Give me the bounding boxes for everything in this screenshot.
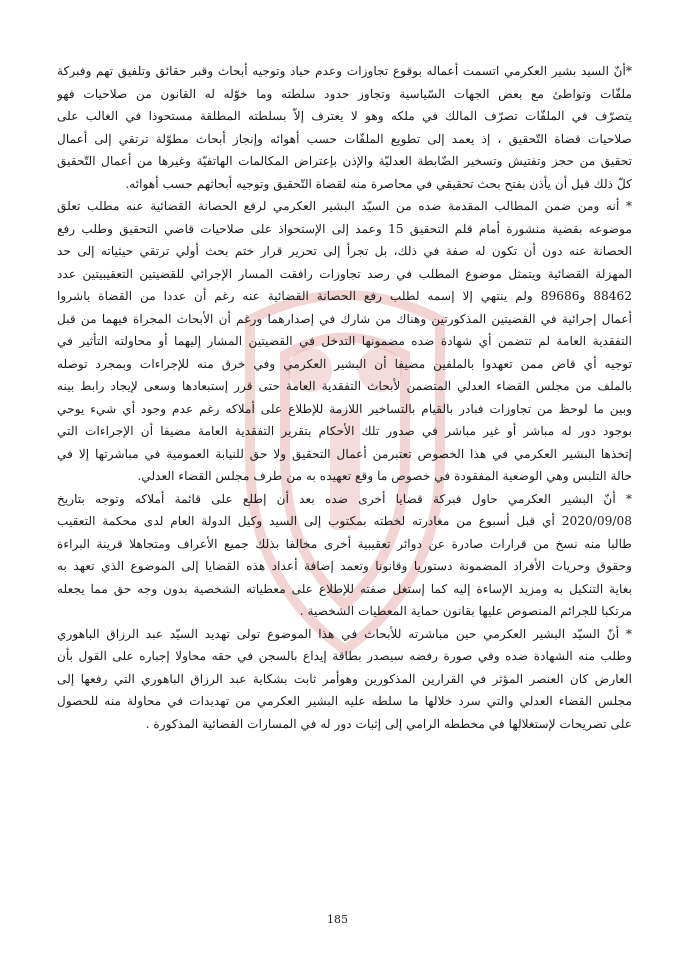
text-line: بغاية التنكيل به ومزيد الإساءة إليه كما إستغل صفته للإطلاع على معطياته الشخصية بدون وجه حق مما يجعله <box>57 581 632 596</box>
text-line: حالة التلبس وهي الوضعية المفقودة في خصوص ما وقع تعهيده به من طرف مجلس القضاء العدلي. <box>137 469 632 483</box>
text-line: مجلس القضاء العدلي والتي سرد خلالها ما سلطه عليه البشير العكرمي من تهديدات في محاولة منه للحصول <box>57 694 632 708</box>
text-line: العارض كان العنصر المؤثر في القرارين المذكورين وهوأمر ثابت بشكاية عبد الرزاق الباهوري التي رفعها إلى <box>57 671 632 686</box>
text-line: وبين ما لوحظ من تجاوزات فبادر بالقيام بالتساخير اللازمة للإطلاع على أملاكه رغم عدم وجود أي شيء يوحي <box>57 401 632 416</box>
text-line: ملفّات وتواطئ مع بعض الجهات السّياسية وتجاوز حدود سلطته وما خوّله له القانون من صلاحيات فهو <box>57 86 632 101</box>
text-line: وطلب منه الشهادة ضده وفي صورة رفضه سيصدر بطاقة إيداع بالسجن في حقه محاولا إجباره على القول بأن <box>57 649 632 663</box>
text-line: طالبا منه نسخ من قرارات صادرة عن دوائر تعقيبية أخرى مخالفا بذلك جميع الأعراف ومتجاهلا قرينة البراءة <box>57 536 632 551</box>
text-line: المهزلة القضائية ويتمثل موضوع المطلب في رصد تجاوزات رافقت المسار الإجرائي للقضيتين التعقيبيتين عدد <box>57 266 632 281</box>
text-line: 2020/09/08 أي قبل أسبوع من مغادرته لخطته بمكتوب إلى السيد وكيل الدولة العام لدى محكمة التعقيب <box>57 514 632 528</box>
text-line: صلاحيات قضاة التّحقيق ، إذ يعمد إلى تطويع الملفّات حسب أهوائه وإنجاز أبحاث مطوّلة ترتقي إلى أعمال <box>57 131 632 146</box>
text-line: *أنّ السيد بشير العكرمي اتسمت أعماله بوقوع تجاوزات وعدم حياد وتوجيه أبحاث وقبر حقائق وتلفيق تهم وفبركة <box>57 64 632 78</box>
text-line: إتخذها البشير العكرمي في هذا الخصوص تعتبرمن أعمال التحقيق ولا حق للنيابة العمومية في مباشرتها إلا في <box>57 446 632 461</box>
text-line: بالملف من مجلس القضاء العدلي المتضمن لأبحاث التفقدية العامة حتى قرر إستبعادها وسعى لإيجاد رابط بينه <box>57 379 632 393</box>
text-line: موضوعه بقضية منشورة أمام قلم التحقيق 15 وعمد إلى الإستحواذ على صلاحيات قاضي التحقيق وطلب رفع <box>57 221 632 236</box>
text-line: تحقيق من حجز وتفتيش وتسخير الضّابطة العدليّة والإذن بإعتراض المكالمات الهاتفيّة وغيرها من أعمال التّحقيق <box>57 154 632 168</box>
text-line: الحصانة عنه دون أن تكون له صفة في ذلك، بل تجرأ إلى تحرير قرار ختم بحث أولي ترتقي حيثياته إلى حد <box>57 244 632 258</box>
body-text <box>57 60 632 735</box>
text-line: مرتكبا للجرائم المنصوص عليها بقانون حماية المعطيات الشخصية . <box>299 604 632 618</box>
text-line: أعمال إجرائية في القضيتين المذكورتين وهناك من شارك في إصدارهما ورغم أن الأبحاث المجراة فيهما من قبل <box>57 311 632 326</box>
text-line: التفقدية العامة لم تتضمن أي شهادة ضده مضمونها التدخل في القضيتين المشار إليهما أو محاولته التأثير في <box>57 334 632 348</box>
text-line: كلّ ذلك قبل أن يأذن بفتح بحث تحقيقي في محاصرة منه لقضاة التّحقيق وتوجيه أبحاثهم حسب أهوائه. <box>125 176 632 191</box>
text-line: يتصرّف في الملفّات تصرّف المالك في ملكه وهو لا يعترف إلاّ بسلطته المطلقة مستحوذا في الغالب على <box>57 109 632 123</box>
text-line: * أنّ البشير العكرمي حاول فبركة قضايا أخرى ضده بعد أن إطلع على قائمة أملاكه وتوجه بتاريخ <box>57 491 632 506</box>
text-line: بوجود دور له مباشر أو غير مباشر في صدور تلك الأحكام بتقرير التفقدية العامة مضيفا أن الإجراءات التي <box>57 424 632 438</box>
page-number: 185 <box>327 913 348 926</box>
text-line: 88462 و89686 ولم ينتهي إلا إسمه لطلب رفع الحصانة القضائية عنه رغم أن عددا من القضاة باشروا <box>57 289 632 303</box>
text-line: * أنه ومن ضمن المطالب المقدمة ضده من السيّد البشير العكرمي لرفع الحصانة القضائية عنه مطلب تعلق <box>57 199 632 213</box>
text-line: وحقوق وحريات الأفراد المضمونة دستوريا وقانونا وتعمد إضافة أعداد هذه القضايا إلى الموضوع الذي تعهد به <box>57 559 632 573</box>
text-line: * أنّ السيّد البشير العكرمي حين مباشرته للأبحاث في هذا الموضوع تولى تهديد السيّد عبد الرزاق الباهوري <box>57 626 632 641</box>
text-line: توجيه أي قاض ممن تعهدوا بالملفين مضيفا أن البشير العكرمي وفي خرق منه للإجراءات وبمجرد توصله <box>57 356 632 371</box>
text-line: على تصريحات لإستغلالها في مخططه الرامي إلى إثبات دور له في المسارات القضائية المذكورة . <box>145 716 632 731</box>
